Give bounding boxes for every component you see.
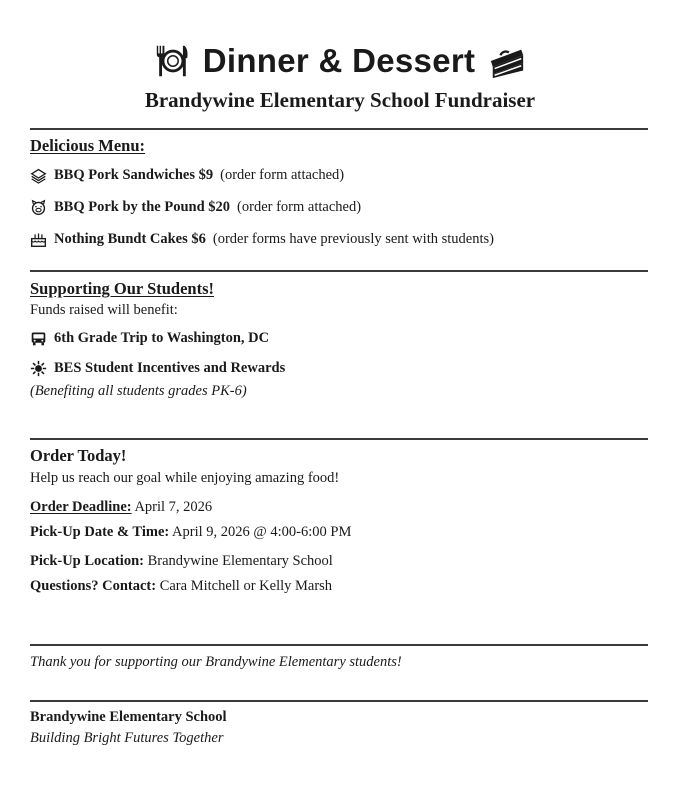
deadline-label: Order Deadline: [30, 499, 132, 515]
order-pickup [30, 524, 650, 541]
star-burst-icon [30, 360, 47, 377]
location-label: Pick-Up Location: [30, 553, 144, 569]
pig-icon [30, 199, 47, 216]
support-section [30, 279, 650, 400]
title-row [30, 36, 650, 86]
menu-item-note: (order forms have previously sent with students) [212, 230, 494, 247]
pickup-label: Pick-Up Date & Time: [30, 524, 170, 540]
order-deadline [30, 499, 650, 516]
support-intro: Funds raised will benefit: [30, 302, 178, 318]
support-note: (Benefiting all students grades PK-6) [30, 383, 247, 399]
pickup-value: April 9, 2026 @ 4:00-6:00 PM [172, 524, 352, 540]
sandwich-icon [30, 167, 47, 184]
plate-utensils-icon [153, 42, 191, 80]
contact-label: Questions? Contact: [30, 578, 157, 594]
order-section [30, 446, 650, 595]
menu-item-note: (order form attached) [220, 166, 345, 183]
benefit-item [30, 325, 650, 351]
menu-item-name: BBQ Pork Sandwiches $9 [54, 166, 214, 183]
bus-icon [30, 330, 47, 347]
benefit-text: 6th Grade Trip to Washington, DC [54, 329, 270, 346]
footer-school: Brandywine Elementary School [30, 709, 227, 725]
page-title: Dinner & Dessert [202, 42, 476, 79]
location-value: Brandywine Elementary School [147, 553, 333, 569]
flyer-header [30, 30, 650, 112]
menu-item-note: (order form attached) [237, 198, 362, 215]
divider [30, 700, 648, 702]
menu-item [30, 162, 650, 188]
menu-item-name: BBQ Pork by the Pound $20 [54, 198, 231, 215]
benefit-text: BES Student Incentives and Rewards [54, 359, 286, 376]
thanks-note: Thank you for supporting our Brandywine Elementary students! [30, 654, 402, 670]
divider [30, 270, 648, 272]
benefit-item [30, 355, 650, 381]
footer-section [30, 709, 650, 747]
menu-heading: Delicious Menu: [30, 136, 146, 155]
birthday-cake-icon [30, 231, 47, 248]
order-contact [30, 578, 650, 595]
thanks-section [30, 654, 650, 671]
order-heading: Order Today! [30, 446, 127, 465]
deadline-value: April 7, 2026 [134, 499, 213, 515]
menu-section [30, 136, 650, 252]
menu-item-name: Nothing Bundt Cakes $6 [54, 230, 206, 247]
divider [30, 644, 648, 646]
footer-tagline: Building Bright Futures Together [30, 730, 224, 746]
page-subtitle: Brandywine Elementary School Fundraiser [144, 88, 536, 112]
contact-value: Cara Mitchell or Kelly Marsh [159, 578, 333, 594]
divider [30, 438, 648, 440]
menu-item [30, 226, 650, 252]
support-heading: Supporting Our Students! [30, 279, 215, 298]
order-location [30, 553, 650, 570]
divider [30, 128, 648, 130]
cake-slice-icon [487, 42, 527, 80]
menu-item [30, 194, 650, 220]
order-intro: Help us reach our goal while enjoying amazing food! [30, 470, 340, 486]
